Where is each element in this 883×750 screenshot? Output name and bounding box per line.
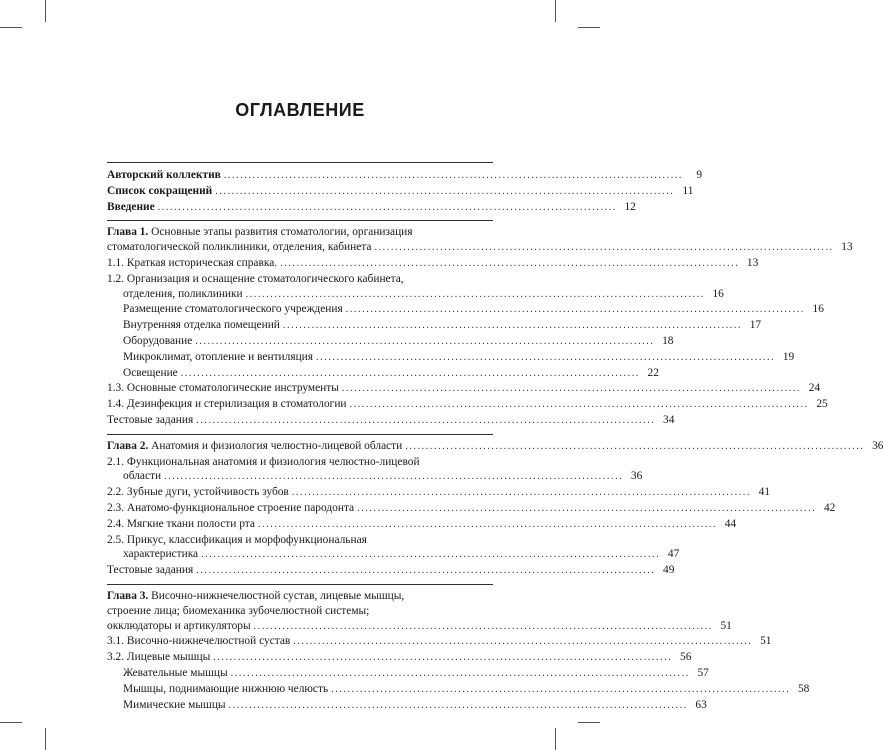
- chapter-title: Основные этапы развития стоматологии, организация: [148, 226, 413, 239]
- dot-leader: ................................................................................................................: [291, 487, 752, 499]
- crop-mark: [555, 728, 556, 750]
- toc-entry-title: Мимические мышцы: [123, 698, 226, 711]
- toc-entry[interactable]: [107, 381, 821, 397]
- toc-entry-title: Тестовые задания: [107, 413, 194, 426]
- toc-page-number: 25: [816, 398, 828, 411]
- toc-entry[interactable]: [107, 413, 675, 429]
- dot-leader: ................................................................................................................: [349, 399, 809, 411]
- toc-entry-title: 3.2. Лицевые мышцы: [107, 651, 211, 664]
- toc-page-number: 13: [746, 256, 759, 269]
- toc-chapter-heading[interactable]: [107, 604, 493, 619]
- toc-entry-title: Введение: [107, 200, 155, 213]
- toc-entry-title: Освещение: [123, 366, 178, 379]
- toc-entry-title: Оборудование: [123, 334, 193, 347]
- toc-entry-title: Размещение стоматологического учреждения: [123, 303, 343, 316]
- dot-leader: ................................................................................................................: [331, 683, 791, 695]
- toc-chapter-2: [107, 439, 883, 579]
- toc-subentry[interactable]: [107, 334, 674, 350]
- toc-subentry[interactable]: [107, 350, 795, 366]
- dot-leader: ................................................................................................................: [230, 667, 690, 679]
- toc-chapter-1: [107, 225, 853, 428]
- toc-entry-title: Мышцы, поднимающие нижнюю челюсть: [123, 682, 329, 695]
- dot-leader: ................................................................................................................: [282, 320, 743, 332]
- toc-entry-title: Список сокращений: [107, 184, 213, 197]
- toc-page-number: 9: [696, 169, 703, 181]
- crop-mark: [555, 0, 556, 22]
- toc-page-number: 18: [662, 334, 674, 347]
- toc-page-number: 13: [841, 241, 853, 254]
- toc-chapter-3: [107, 589, 810, 713]
- toc-subentry[interactable]: [107, 666, 709, 682]
- toc-entry[interactable]: [107, 485, 771, 501]
- toc-page-number: 49: [663, 564, 675, 577]
- toc-entry[interactable]: [107, 563, 675, 579]
- divider: [107, 220, 493, 221]
- toc-entry[interactable]: [107, 184, 694, 200]
- dot-leader: ................................................................................................................: [213, 652, 673, 664]
- toc-entry[interactable]: [107, 240, 853, 256]
- toc-subentry[interactable]: [107, 318, 762, 334]
- chapter-number: Глава 2.: [107, 439, 149, 452]
- toc-entry-title: 1.3. Основные стоматологические инструменты: [107, 382, 339, 395]
- toc-page-number: 47: [667, 548, 680, 561]
- chapter-title: Анатомия и физиология челюстно-лицевой области: [148, 439, 403, 452]
- divider: [107, 584, 493, 585]
- dot-leader: ................................................................................................................: [357, 502, 817, 514]
- toc-subentry[interactable]: [107, 366, 659, 382]
- toc-page-number: 36: [630, 470, 643, 483]
- toc-entry[interactable]: [107, 256, 759, 272]
- dot-leader: ................................................................................................................: [196, 565, 656, 577]
- toc-subentry[interactable]: [107, 302, 824, 318]
- toc-entry-title: 2.3. Анатомо-функциональное строение пародонта: [107, 501, 355, 514]
- toc-entry[interactable]: [107, 272, 493, 287]
- dot-leader: ................................................................................................................: [345, 304, 805, 316]
- toc-entry-title: характеристика: [123, 548, 199, 561]
- dot-leader: ................................................................................................................: [341, 383, 802, 395]
- crop-mark: [45, 0, 46, 22]
- chapter-number: Глава 3.: [107, 589, 149, 602]
- toc-entry-title: Тестовые задания: [107, 564, 194, 577]
- table-of-contents: [107, 168, 883, 718]
- toc-entry[interactable]: [107, 650, 692, 666]
- toc-entry-title: Внутренняя отделка помещений: [123, 319, 280, 332]
- toc-entry-title: Авторский коллектив: [107, 169, 221, 181]
- toc-entry-title: области: [123, 470, 162, 483]
- toc-entry-title: 1.4. Дезинфекция и стерилизация в стоматологии: [107, 398, 347, 411]
- toc-entry[interactable]: [107, 619, 732, 635]
- toc-front-matter: [107, 168, 703, 215]
- crop-mark: [578, 27, 600, 28]
- toc-entry-title: 1.2. Организация и оснащение стоматологического кабинета,: [107, 272, 404, 285]
- toc-entry[interactable]: [107, 533, 493, 548]
- divider: [107, 162, 493, 163]
- toc-page-number: 24: [808, 382, 821, 395]
- toc-entry[interactable]: [107, 501, 836, 517]
- toc-entry[interactable]: [107, 200, 636, 216]
- crop-mark: [45, 728, 46, 750]
- toc-entry-title: 2.2. Зубные дуги, устойчивость зубов: [107, 486, 289, 499]
- toc-entry-title: 2.4. Мягкие ткани полости рта: [107, 517, 255, 530]
- toc-chapter-heading[interactable]: [107, 589, 493, 604]
- toc-subentry[interactable]: [107, 682, 810, 698]
- toc-chapter-heading[interactable]: [107, 439, 883, 455]
- dot-leader: ................................................................................................................: [293, 636, 753, 648]
- chapter-title: Височно-нижнечелюстной сустав, лицевые мышцы,: [148, 589, 405, 602]
- toc-page-number: 57: [697, 666, 709, 679]
- toc-entry-title: 3.1. Височно-нижнечелюстной сустав: [107, 635, 291, 648]
- toc-page-number: 56: [680, 651, 692, 664]
- chapter-title: стоматологической поликлиники, отделения, кабинета: [107, 241, 372, 254]
- toc-page-number: 36: [872, 439, 883, 452]
- dot-leader: ................................................................................................................: [215, 185, 675, 197]
- dot-leader: ................................................................................................................: [195, 335, 655, 347]
- toc-page-number: 51: [720, 619, 732, 632]
- toc-page-number: 63: [695, 698, 707, 711]
- toc-subentry[interactable]: [107, 698, 707, 714]
- toc-entry[interactable]: [107, 547, 680, 563]
- toc-entry-title: 2.1. Функциональная анатомия и физиология челюстно-лицевой: [107, 455, 420, 468]
- dot-leader: ................................................................................................................: [180, 367, 640, 379]
- toc-page-number: 17: [749, 319, 762, 332]
- toc-page-number: 51: [760, 635, 772, 648]
- toc-page-number: 16: [712, 287, 724, 300]
- dot-leader: ................................................................................................................: [257, 518, 718, 530]
- crop-mark: [578, 722, 600, 723]
- dot-leader: ................................................................................................................: [201, 549, 661, 561]
- toc-page-number: 12: [624, 200, 636, 213]
- divider: [107, 434, 493, 435]
- toc-entry[interactable]: [107, 168, 703, 184]
- toc-entry[interactable]: [107, 634, 772, 650]
- toc-entry[interactable]: [107, 397, 828, 413]
- dot-leader: ................................................................................................................: [223, 170, 684, 181]
- dot-leader: ................................................................................................................: [157, 201, 617, 213]
- chapter-number: Глава 1.: [107, 226, 149, 239]
- toc-page-number: 44: [724, 517, 737, 530]
- toc-entry[interactable]: [107, 469, 643, 485]
- dot-leader: ................................................................................................................: [374, 242, 834, 254]
- chapter-title: строение лица; биомеханика зубочелюстной системы;: [107, 604, 370, 617]
- toc-page-number: 58: [797, 682, 810, 695]
- toc-entry-title: 1.1. Краткая историческая справка.: [107, 256, 278, 269]
- dot-leader: ................................................................................................................: [245, 288, 705, 300]
- dot-leader: ................................................................................................................: [405, 440, 865, 452]
- dot-leader: ................................................................................................................: [280, 257, 740, 269]
- toc-entry-title: Жевательные мышцы: [123, 666, 228, 679]
- toc-entry-title: Микроклимат, отопление и вентиляция: [123, 350, 314, 363]
- toc-entry[interactable]: [107, 455, 493, 470]
- toc-page-number: 16: [812, 303, 824, 316]
- toc-entry-title: отделения, поликлиники: [123, 287, 243, 300]
- toc-entry[interactable]: [107, 517, 737, 533]
- dot-leader: ................................................................................................................: [196, 414, 656, 426]
- dot-leader: ................................................................................................................: [316, 351, 776, 363]
- toc-page-number: 42: [823, 501, 836, 514]
- chapter-title: окклюдаторы и артикуляторы: [107, 619, 251, 632]
- page-title: ОГЛАВЛЕНИЕ: [235, 100, 365, 120]
- dot-leader: ................................................................................................................: [228, 699, 688, 711]
- toc-entry[interactable]: [107, 287, 724, 303]
- crop-mark: [0, 722, 22, 723]
- crop-mark: [0, 27, 22, 28]
- toc-chapter-heading[interactable]: [107, 225, 493, 240]
- toc-entry-title: 2.5. Прикус, классификация и морфофункциональная: [107, 533, 367, 546]
- toc-page-number: 19: [782, 350, 795, 363]
- dot-leader: ................................................................................................................: [164, 471, 624, 483]
- toc-page-number: 34: [663, 413, 675, 426]
- toc-page-number: 22: [647, 366, 659, 379]
- toc-page-number: 41: [758, 486, 771, 499]
- toc-page-number: 11: [682, 184, 694, 197]
- dot-leader: ................................................................................................................: [253, 620, 713, 632]
